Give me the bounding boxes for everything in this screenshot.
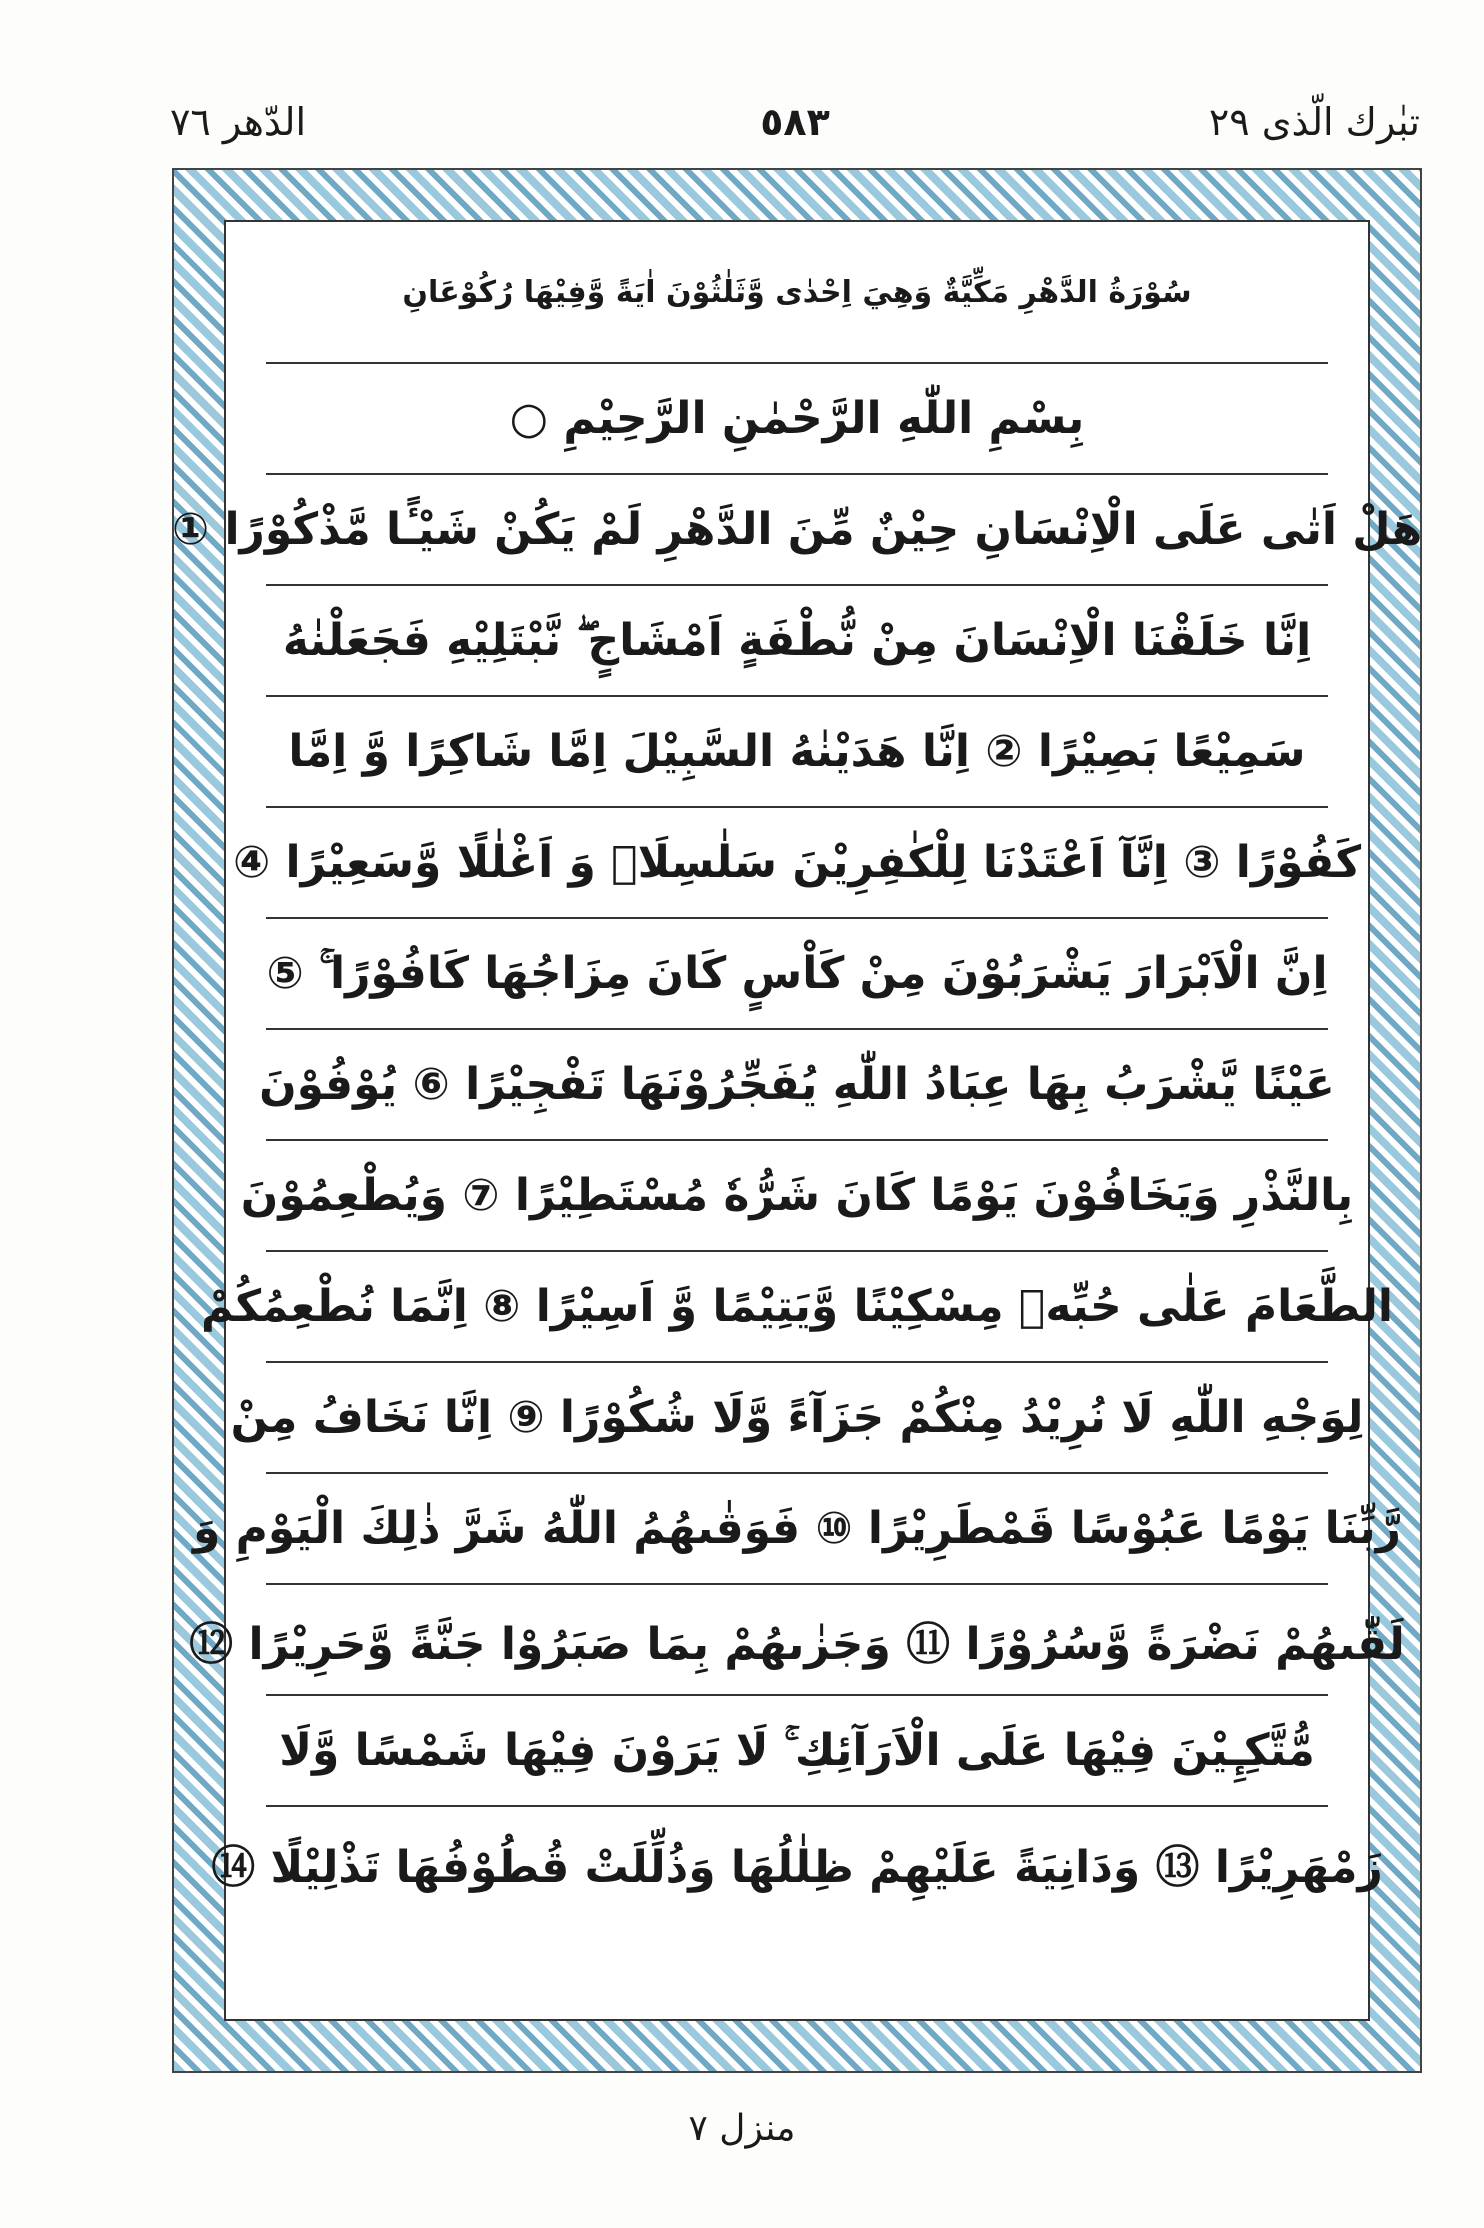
surah-title: سُوْرَةُ الدَّهْرِ مَكِّيَّةٌ وَهِيَ اِحْدٰى وَّثَلٰثُوْنَ اٰيَةً وَّفِيْهَا رُكُوْعَانِ	[402, 274, 1192, 310]
verse-line: هَلْ اَتٰى عَلَى الْاِنْسَانِ حِيْنٌ مِّنَ الدَّهْرِ لَمْ يَكُنْ شَيْـًٔا مَّذْكُوْرًا ①	[266, 475, 1328, 586]
manzil-footer: منزل ٧	[688, 2108, 796, 2149]
page-content	[171, 222, 1423, 2019]
verse-line: لِوَجْهِ اللّٰهِ لَا نُرِيْدُ مِنْكُمْ جَزَآءً وَّلَا شُكُوْرًا ⑨ اِنَّا نَخَافُ مِنْ	[266, 1363, 1328, 1474]
verse-line: مُّتَّكِـِٕيْنَ فِيْهَا عَلَى الْاَرَآئِكِ ۚ لَا يَرَوْنَ فِيْهَا شَمْسًا وَّلَا	[266, 1696, 1328, 1807]
page-header	[170, 92, 1420, 152]
verse-line: اِنَّ الْاَبْرَارَ يَشْرَبُوْنَ مِنْ كَاْسٍ كَانَ مِزَاجُهَا كَافُوْرًا ۚ ⑤	[266, 919, 1328, 1030]
verse-line: بِسْمِ اللّٰهِ الرَّحْمٰنِ الرَّحِيْمِ ○	[266, 364, 1328, 475]
verse-line: بِالنَّذْرِ وَيَخَافُوْنَ يَوْمًا كَانَ شَرُّهٗ مُسْتَطِيْرًا ⑦ وَيُطْعِمُوْنَ	[266, 1141, 1328, 1252]
verse-line: كَفُوْرًا ③ اِنَّآ اَعْتَدْنَا لِلْكٰفِرِيْنَ سَلٰسِلَاۡ وَ اَغْلٰلًا وَّسَعِيْرًا ④	[266, 808, 1328, 919]
ornamental-border	[172, 168, 1422, 2073]
text-panel	[171, 220, 1423, 2021]
verse-line: اِنَّا خَلَقْنَا الْاِنْسَانَ مِنْ نُّطْفَةٍ اَمْشَاجٍ ۖ نَّبْتَلِيْهِ فَجَعَلْنٰهُ	[266, 586, 1328, 697]
surah-label: الدّهر ٧٦	[170, 100, 306, 144]
juz-label: تبٰرك الّذى ٢٩	[1208, 100, 1420, 144]
verse-line: زَمْهَرِيْرًا ⑬ وَدَانِيَةً عَلَيْهِمْ ظِلٰلُهَا وَذُلِّلَتْ قُطُوْفُهَا تَذْلِيْلًا ⑭	[211, 1841, 1383, 1893]
verse-line: سَمِيْعًا بَصِيْرًا ② اِنَّا هَدَيْنٰهُ السَّبِيْلَ اِمَّا شَاكِرًا وَّ اِمَّا	[266, 697, 1328, 808]
page-number: ٥٨٣	[760, 100, 830, 144]
verse-line: رَّبِّنَا يَوْمًا عَبُوْسًا قَمْطَرِيْرًا ⑩ فَوَقٰىهُمُ اللّٰهُ شَرَّ ذٰلِكَ الْيَوْمِ وَ	[266, 1474, 1328, 1585]
verse-line: عَيْنًا يَّشْرَبُ بِهَا عِبَادُ اللّٰهِ يُفَجِّرُوْنَهَا تَفْجِيْرًا ⑥ يُوْفُوْنَ	[266, 1030, 1328, 1141]
surah-title-block	[266, 222, 1328, 364]
verse-line: الطَّعَامَ عَلٰى حُبِّهٖ مِسْكِيْنًا وَّيَتِيْمًا وَّ اَسِيْرًا ⑧ اِنَّمَا نُطْعِمُكُمْ	[266, 1252, 1328, 1363]
verse-line: لَقّٰىهُمْ نَضْرَةً وَّسُرُوْرًا ⑪ وَجَزٰىهُمْ بِمَا صَبَرُوْا جَنَّةً وَّحَرِيْرًا ⑫	[266, 1585, 1328, 1696]
verse-lines	[171, 364, 1423, 1918]
